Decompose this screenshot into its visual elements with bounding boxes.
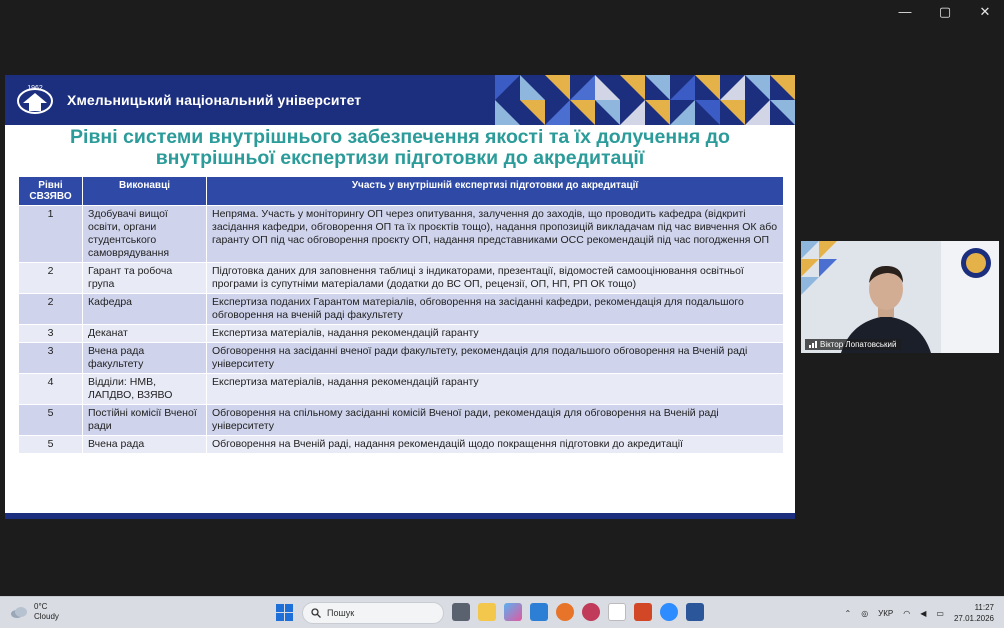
- cell-participation: Експертиза матеріалів, надання рекомендацій гаранту: [207, 374, 784, 405]
- network-tray-icon[interactable]: ◎: [861, 608, 869, 618]
- word-icon[interactable]: [686, 603, 704, 621]
- table-row: [19, 325, 784, 343]
- task-view-icon[interactable]: [452, 603, 470, 621]
- volume-icon[interactable]: ◀: [920, 608, 927, 618]
- window-controls: [896, 4, 994, 20]
- participant-video[interactable]: [801, 241, 999, 353]
- minimize-button[interactable]: —: [898, 4, 912, 19]
- cell-executor: Вчена рада факультету: [83, 343, 207, 374]
- weather-widget[interactable]: [10, 602, 59, 622]
- participant-name: Віктор Лопатовський: [820, 340, 897, 349]
- cell-participation: Підготовка даних для заповнення таблиці з індикаторами, презентації, відомостей самооцінювання освітньої програми із супутніми матеріалами (додатки до ВС ОП, рецензії, ОП, НП, РП ОК тощо): [207, 263, 784, 294]
- calendar-icon[interactable]: [608, 603, 626, 621]
- cloud-icon: [10, 605, 28, 619]
- chat-app-icon[interactable]: [582, 603, 600, 621]
- table-row: [19, 436, 784, 454]
- cell-executor: Постійні комісії Вченої ради: [83, 405, 207, 436]
- close-button[interactable]: ✕: [979, 4, 991, 19]
- windows-start-icon[interactable]: [276, 604, 293, 621]
- clock-time: 11:27: [974, 603, 994, 612]
- header-executor: Виконавці: [83, 177, 207, 206]
- copilot-icon[interactable]: [504, 603, 522, 621]
- university-name: Хмельницький національний університет: [67, 92, 362, 108]
- firefox-icon[interactable]: [556, 603, 574, 621]
- zoom-icon[interactable]: [660, 603, 678, 621]
- taskbar-apps: [452, 603, 704, 621]
- lang-indicator[interactable]: УКР: [878, 608, 894, 618]
- battery-icon[interactable]: ▭: [936, 608, 944, 618]
- cell-executor: Здобувачі вищої освіти, органи студентського самоврядування: [83, 206, 207, 263]
- cell-participation: Непряма. Участь у моніторингу ОП через опитування, залучення до заходів, що проводить кафедра (відкриті засідання кафедри, обговорення ОП та їх проєктів тощо), надання пропозицій викладачам під час вивчення ОК або гаранту ОП під час обговорення проєкту ОП, надання представниками ОСС рекомендацій під час погодження ОП: [207, 206, 784, 263]
- header-participation: Участь у внутрішній експертизі підготовки до акредитації: [207, 177, 784, 206]
- table-row: [19, 206, 784, 263]
- svg-text:1962: 1962: [27, 85, 43, 92]
- weather-desc: Cloudy: [34, 612, 59, 621]
- decorative-pattern: [495, 75, 795, 125]
- cell-level: 5: [19, 436, 83, 454]
- powerpoint-icon[interactable]: [634, 603, 652, 621]
- cell-executor: Вчена рада: [83, 436, 207, 454]
- table-row: [19, 263, 784, 294]
- table-row: [19, 405, 784, 436]
- cell-level: 4: [19, 374, 83, 405]
- table-row: [19, 294, 784, 325]
- university-logo-icon: [15, 81, 55, 117]
- levels-table: [18, 176, 784, 454]
- participant-name-tag: [805, 339, 901, 350]
- store-icon[interactable]: [530, 603, 548, 621]
- cell-level: 1: [19, 206, 83, 263]
- participant-video-feed: [801, 241, 999, 353]
- cell-participation: Обговорення на спільному засіданні комісій Вченої ради, рекомендація для обговорення на Вченій раді університету: [207, 405, 784, 436]
- wifi-icon[interactable]: ◠: [903, 608, 911, 618]
- taskbar: [0, 596, 1004, 628]
- slide-title: [5, 127, 795, 169]
- cell-level: 2: [19, 263, 83, 294]
- signal-icon: [809, 341, 817, 348]
- cell-level: 3: [19, 343, 83, 374]
- file-explorer-icon[interactable]: [478, 603, 496, 621]
- header-level: Рівні СВЗЯВО: [19, 177, 83, 206]
- chevron-up-icon[interactable]: ⌃: [844, 608, 852, 618]
- cell-participation: Експертиза поданих Гарантом матеріалів, обговорення на засіданні кафедри, рекомендація для подальшого обговорення на вченій раді факультету: [207, 294, 784, 325]
- table-row: [19, 374, 784, 405]
- slide-header: [5, 75, 795, 125]
- cell-level: 2: [19, 294, 83, 325]
- cell-executor: Деканат: [83, 325, 207, 343]
- cell-executor: Відділи: НМВ, ЛАПДВО, ВЗЯВО: [83, 374, 207, 405]
- shared-slide: [5, 75, 795, 519]
- cell-participation: Експертиза матеріалів, надання рекомендацій гаранту: [207, 325, 784, 343]
- search-placeholder: Пошук: [327, 608, 355, 618]
- search-icon: [311, 608, 321, 618]
- cell-level: 3: [19, 325, 83, 343]
- restore-button[interactable]: ▢: [938, 4, 952, 19]
- weather-temp: 0°C: [34, 602, 48, 611]
- system-tray: [844, 602, 994, 624]
- taskbar-search[interactable]: [302, 602, 444, 624]
- clock-date: 27.01.2026: [953, 614, 994, 623]
- cell-executor: Гарант та робоча група: [83, 263, 207, 294]
- cell-executor: Кафедра: [83, 294, 207, 325]
- cell-level: 5: [19, 405, 83, 436]
- slide-title-line-1: Рівні системи внутрішнього забезпечення якості та їх долучення до: [70, 126, 730, 148]
- cell-participation: Обговорення на засіданні вченої ради факультету, рекомендація для подальшого обговорення на Вченій раді університету: [207, 343, 784, 374]
- slide-title-line-2: внутрішньої експертизи підготовки до акредитації: [155, 147, 645, 169]
- slide-footer: [5, 513, 795, 519]
- table-header-row: [19, 177, 784, 206]
- cell-participation: Обговорення на Вченій раді, надання рекомендацій щодо покращення підготовки до акредитації: [207, 436, 784, 454]
- table-row: [19, 343, 784, 374]
- clock[interactable]: [954, 602, 994, 624]
